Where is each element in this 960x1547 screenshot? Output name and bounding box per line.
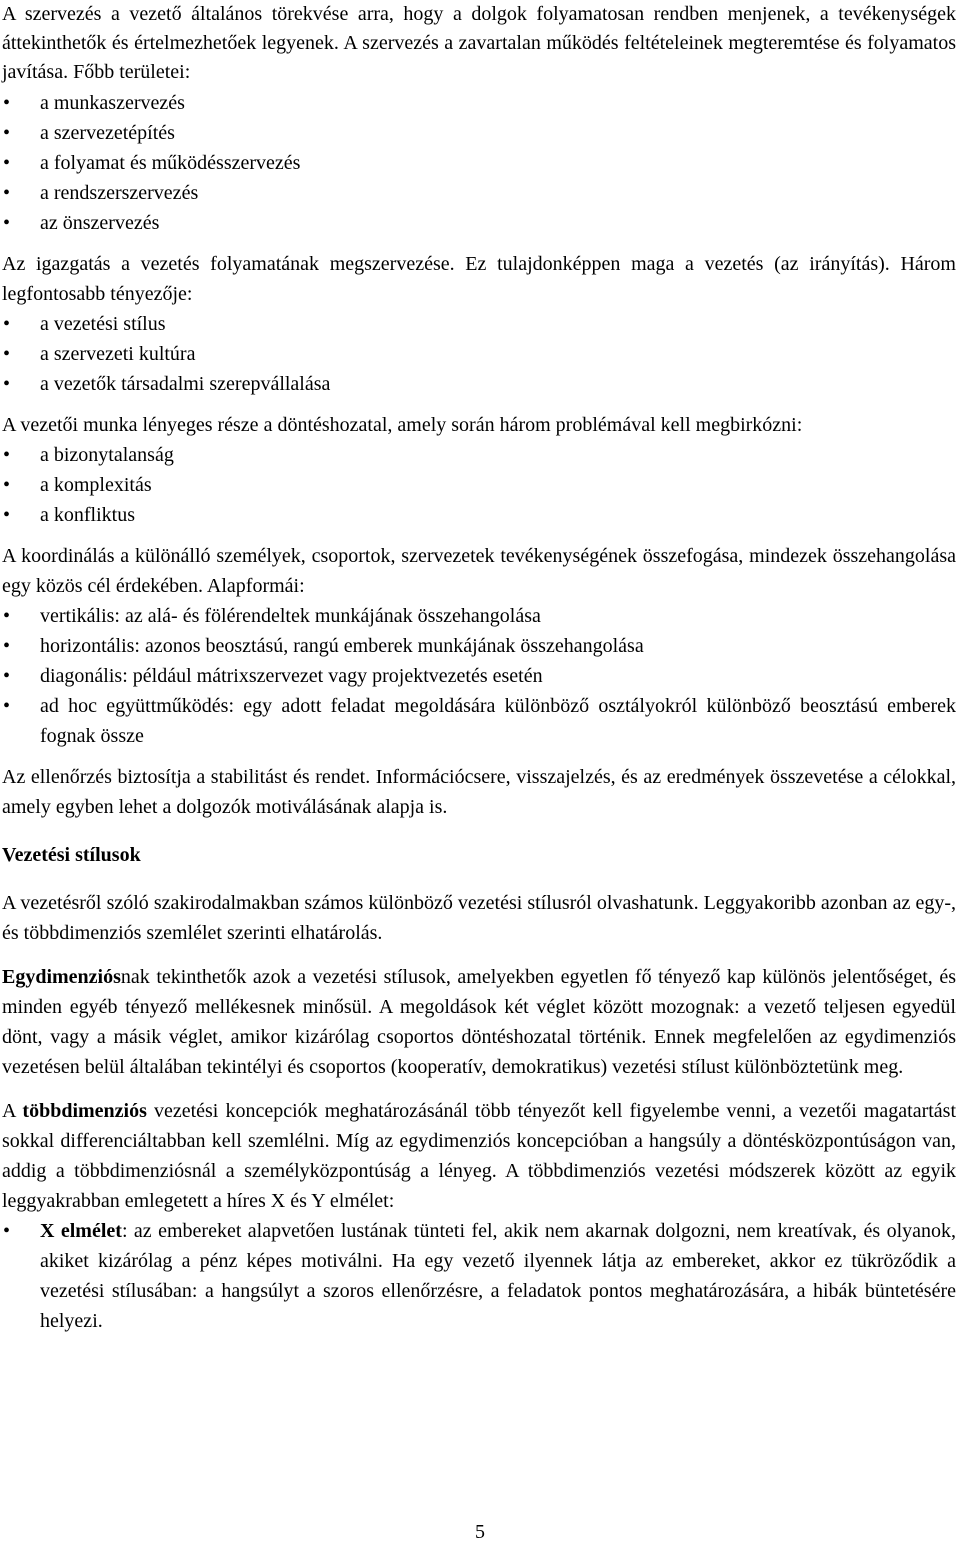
multi-dimensional-paragraph: A többdimenziós vezetési koncepciók meghatározásánál több tényezőt kell figyelembe venni, a vezetői magatartást sokkal differenciáltabban kell szemlélni. Míg az egydimenziós koncepcióban a hangsúly a döntésközpontúságon van, addig a többdimenziósnál a személyközpontúság a lényeg. A többdimenziós vezetési módszerek között az egyik leggyakrabban emlegetett a híres X és Y elmélet: [2, 1100, 957, 1212]
bullet-icon: • [3, 152, 11, 174]
coordination-paragraph: A koordinálás a különálló személyek, csoportok, szervezetek tevékenységének összefogása, mindezek összehangolása egy közös cél érdekében. Alapformái: [2, 545, 956, 597]
list-item: • a konfliktus [2, 500, 956, 530]
list-item: • a bizonytalanság [2, 440, 956, 470]
control-paragraph: Az ellenőrzés biztosítja a stabilitást és rendet. Információcsere, visszajelzés, és az eredmények összevetése a célokkal, amely egyben lehet a dolgozók motiválásának alapja is. [2, 766, 956, 818]
bullet-icon: • [3, 313, 11, 335]
multi-dimensional-term: többdimenziós [22, 1100, 147, 1122]
bullet-icon: • [3, 92, 11, 114]
bullet-icon: • [3, 212, 11, 234]
page-number: 5 [475, 1521, 485, 1543]
list-item: • X elmélet: az embereket alapvetően lustának tünteti fel, akik nem akarnak dolgozni, nem kreatívak, és olyanok, akiket kizárólag a pénz képes motiválni. Ha egy vezető ilyennek látja az embereket, akkor ez tükröződik a vezetési stílusában: a hangsúlyt a szoros ellenőrzésre, a feladatok pontos meghatározására, a hibák büntetésére helyezi. [2, 1216, 956, 1336]
list-item: • az önszervezés [2, 208, 956, 238]
list-item: • ad hoc együttműködés: egy adott feladat megoldására különböző osztályokról különböző beosztású emberek fognak össze [2, 691, 956, 751]
directing-paragraph: Az igazgatás a vezetés folyamatának megszervezése. Ez tulajdonképpen maga a vezetés (az irányítás). Három legfontosabb tényezője: [2, 253, 956, 305]
decision-problems-list [2, 440, 956, 530]
styles-intro-paragraph: A vezetésről szóló szakirodalmakban számos különböző vezetési stílusról olvashatunk. Leggyakoribb azonban az egy-, és többdimenziós szemlélet szerinti elhatárolás. [2, 892, 956, 944]
bullet-icon: • [3, 665, 11, 687]
bullet-icon: • [3, 373, 11, 395]
list-item: • vertikális: az alá- és fölérendeltek munkájának összehangolása [2, 601, 956, 631]
list-item: • a munkaszervezés [2, 88, 956, 118]
list-item: • a vezetők társadalmi szerepvállalása [2, 369, 956, 399]
list-item: • a rendszerszervezés [2, 178, 956, 208]
theory-term: X elmélet [40, 1220, 122, 1242]
document-page [2, 0, 956, 1336]
bullet-icon: • [3, 444, 11, 466]
bullet-icon: • [3, 605, 11, 627]
bullet-icon: • [3, 182, 11, 204]
list-item: • a szervezetépítés [2, 118, 956, 148]
decision-paragraph: A vezetői munka lényeges része a döntéshozatal, amely során három problémával kell megbirkózni: [2, 414, 803, 436]
bullet-icon: • [3, 474, 11, 496]
one-dimensional-paragraph: Egydimenziósnak tekinthetők azok a vezetési stílusok, amelyekben egyetlen fő tényező kap különös jelentőséget, és minden egyéb tényező mellékesnek minősül. A megoldások két véglet között mozognak: a vezető teljesen egyedül dönt, vagy a másik véglet, amikor kizárólag csoportos döntéshozatal történik. Ennek megfelelően az egydimenziós vezetésen belül általában tekintélyi és csoportos (kooperatív, demokratikus) vezetési stílust különböztetünk meg. [2, 966, 956, 1078]
bullet-icon: • [3, 635, 11, 657]
bullet-icon: • [3, 504, 11, 526]
intro-paragraph: A szervezés a vezető általános törekvése arra, hogy a dolgok folyamatosan rendben menjenek, a tevékenységek áttekinthetők és értelmezhetőek legyenek. A szervezés a zavartalan működés feltételeinek megteremtése és folyamatos javítása. Főbb területei: [2, 3, 956, 83]
list-item: • horizontális: azonos beosztású, rangú emberek munkájának összehangolása [2, 631, 956, 661]
bullet-icon: • [3, 343, 11, 365]
one-dimensional-term: Egydimenziós [2, 966, 121, 988]
theories-list [2, 1216, 956, 1336]
bullet-icon: • [3, 122, 11, 144]
list-item: • a vezetési stílus [2, 309, 956, 339]
list-item: • a komplexitás [2, 470, 956, 500]
list-item: • a szervezeti kultúra [2, 339, 956, 369]
list-item: • a folyamat és működésszervezés [2, 148, 956, 178]
bullet-icon: • [3, 1220, 11, 1242]
section-heading: Vezetési stílusok [2, 844, 141, 866]
coordination-forms-list [2, 601, 956, 751]
bullet-icon: • [3, 695, 11, 717]
list-item: • diagonális: például mátrixszervezet vagy projektvezetés esetén [2, 661, 956, 691]
organizing-areas-list [2, 88, 956, 238]
directing-factors-list [2, 309, 956, 399]
